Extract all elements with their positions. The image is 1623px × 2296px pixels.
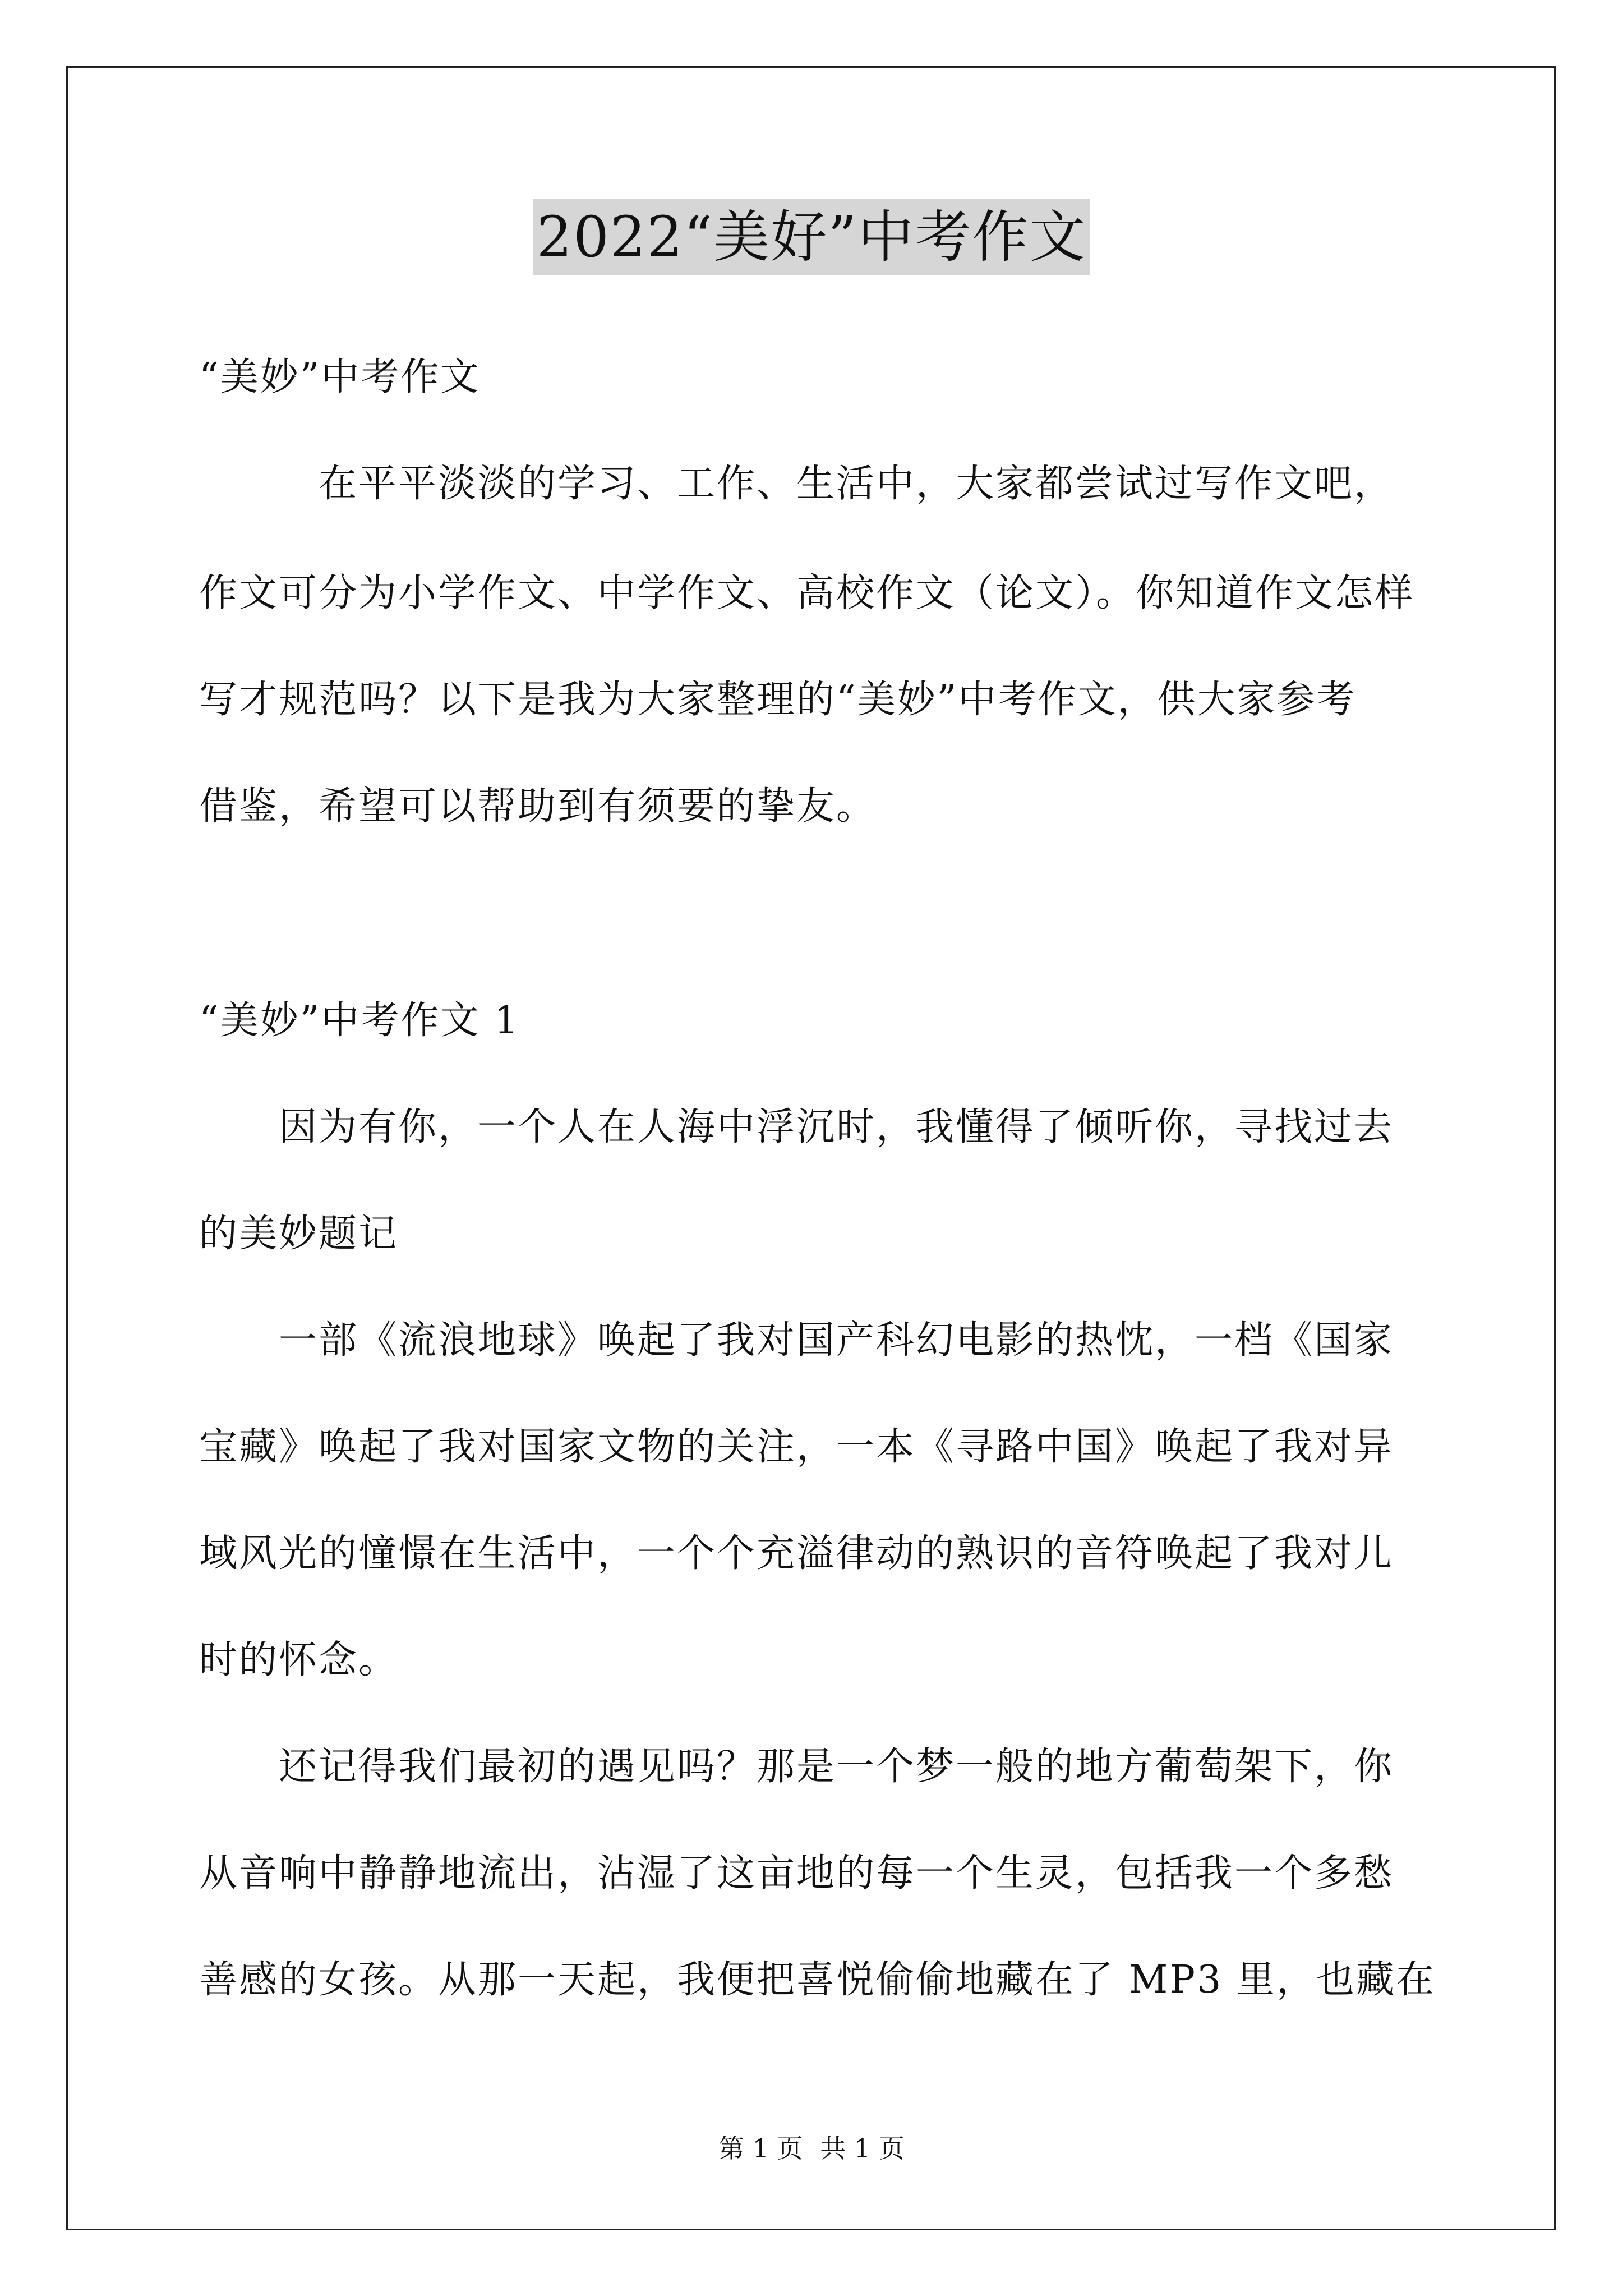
text-line: 因为有你，一个人在人海中浮沉时，我懂得了倾听你，寻找过去: [199, 1105, 1394, 1149]
text-line: 作文可分为小学作文、中学作文、高校作文（论文）。你知道作文怎样: [199, 571, 1415, 615]
page-number: 第 1 页: [718, 2133, 803, 2164]
text-line: 在平平淡淡的学习、工作、生活中，大家都尝试过写作文吧，: [199, 462, 1394, 506]
subtitle-line: “美妙”中考作文: [199, 355, 481, 399]
page-footer: [0, 2132, 1623, 2165]
text-line: 还记得我们最初的遇见吗？那是一个梦一般的地方葡萄架下，你: [199, 1745, 1394, 1789]
text-line: 从音响中静静地流出，沾湿了这亩地的每一个生灵，包括我一个多愁: [199, 1851, 1394, 1895]
text-line: 一部《流浪地球》唤起了我对国产科幻电影的热忱，一档《国家: [199, 1318, 1394, 1363]
text-line: 的美妙题记: [199, 1212, 399, 1256]
section-heading: “美妙”中考作文 1: [199, 999, 520, 1043]
page-total: 共 1 页: [820, 2133, 905, 2164]
title-container: [0, 199, 1623, 275]
text-line: 宝藏》唤起了我对国家文物的关注，一本《寻路中国》唤起了我对异: [199, 1425, 1394, 1469]
text-line: 域风光的憧憬在生活中，一个个充溢律动的熟识的音符唤起了我对儿: [199, 1531, 1394, 1576]
text-line: 时的怀念。: [199, 1638, 399, 1682]
text-line: 借鉴，希望可以帮助到有须要的挚友。: [199, 784, 877, 829]
text-line: 写才规范吗？以下是我为大家整理的“美妙”中考作文，供大家参考: [199, 678, 1357, 722]
document-title: 2022“美好”中考作文: [533, 199, 1090, 275]
text-line: 善感的女孩。从那一天起，我便把喜悦偷偷地藏在了 MP3 里，也藏在: [199, 1958, 1436, 2002]
